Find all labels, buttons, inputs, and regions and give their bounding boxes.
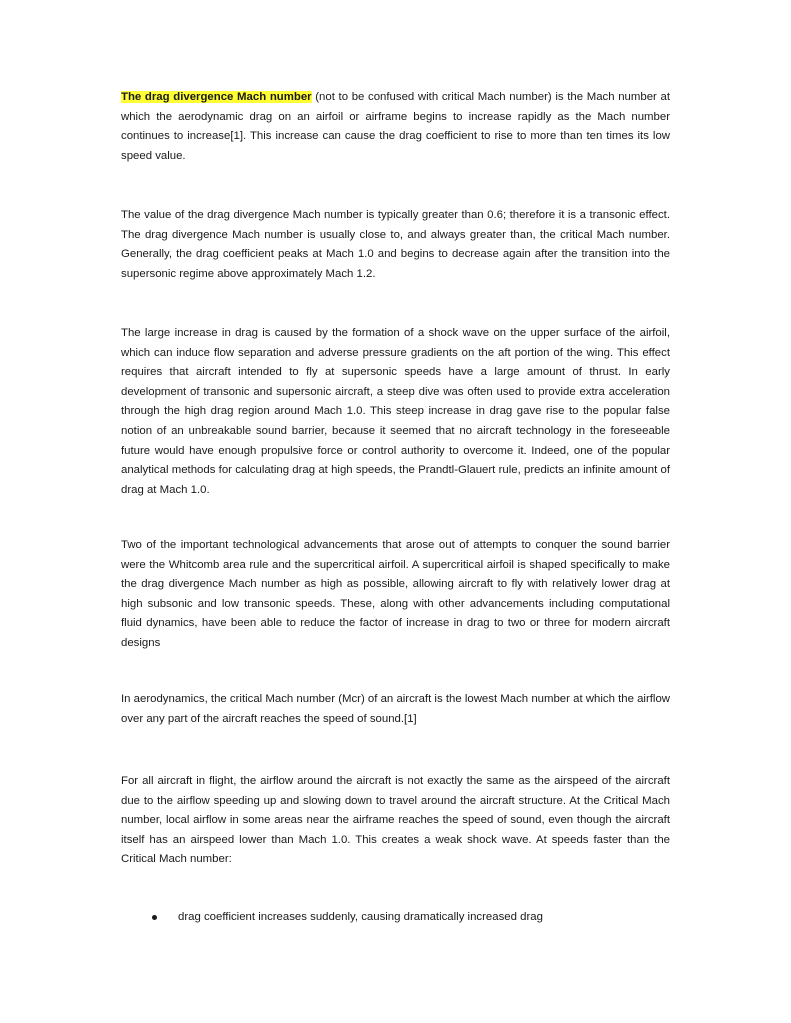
bullet-text: drag coefficient increases suddenly, causing dramatically increased drag <box>178 911 543 923</box>
paragraph-technological-advancements: Two of the important technological advancements that arose out of attempts to conquer the sound barrier were the Whitcomb area rule and the supercritical airfoil. A supercritical airfoil is shaped specifically to make the drag divergence Mach number as high as possible, allowing aircraft to fly with relatively lower drag at high subsonic and low transonic speeds. These, along with other advancements including computational fluid dynamics, have been able to reduce the factor of increase in drag to two or three for modern aircraft designs <box>121 539 670 649</box>
paragraph-airflow-explanation: For all aircraft in flight, the airflow around the aircraft is not exactly the same as the airspeed of the aircraft due to the airflow speeding up and slowing down to travel around the aircraft structure. At the Critical Mach number, local airflow in some areas near the airframe reaches the speed of sound, even though the aircraft itself has an airspeed lower than Mach 1.0. This creates a weak shock wave. At speeds faster than the Critical Mach number: <box>121 775 670 866</box>
paragraph-critical-mach-definition: In aerodynamics, the critical Mach number (Mcr) of an aircraft is the lowest Mach number at which the airflow over any part of the aircraft reaches the speed of sound.[1] <box>121 693 670 725</box>
highlighted-term: The drag divergence Mach number <box>121 91 312 103</box>
paragraph-transonic-effect: The value of the drag divergence Mach number is typically greater than 0.6; therefore it is a transonic effect. The drag divergence Mach number is usually close to, and always greater than, the critical Mach number. Generally, the drag coefficient peaks at Mach 1.0 and begins to decrease again after the transition into the supersonic regime above approximately Mach 1.2. <box>121 209 670 280</box>
bullet-icon <box>152 915 157 920</box>
paragraph-shock-wave: The large increase in drag is caused by the formation of a shock wave on the upper surface of the airfoil, which can induce flow separation and adverse pressure gradients on the aft portion of the wing. This effect requires that aircraft intended to fly at supersonic speeds have a large amount of thrust. In early development of transonic and supersonic aircraft, a steep dive was often used to provide extra acceleration through the high drag region around Mach 1.0. This steep increase in drag gave rise to the popular false notion of an unbreakable sound barrier, because it seemed that no aircraft technology in the foreseeable future would have enough propulsive force or control authority to overcome it. Indeed, one of the popular analytical methods for calculating drag at high speeds, the Prandtl-Glauert rule, predicts an infinite amount of drag at Mach 1.0. <box>121 327 670 496</box>
paragraph-text: (not to be confused with critical Mach number) is the Mach number at which the aerodynamic drag on an airfoil or airframe begins to increase rapidly as the Mach number continues to increase[1]. This increase can cause the drag coefficient to rise to more than ten times its low speed value. <box>121 91 670 162</box>
paragraph-drag-divergence-definition <box>121 88 670 166</box>
